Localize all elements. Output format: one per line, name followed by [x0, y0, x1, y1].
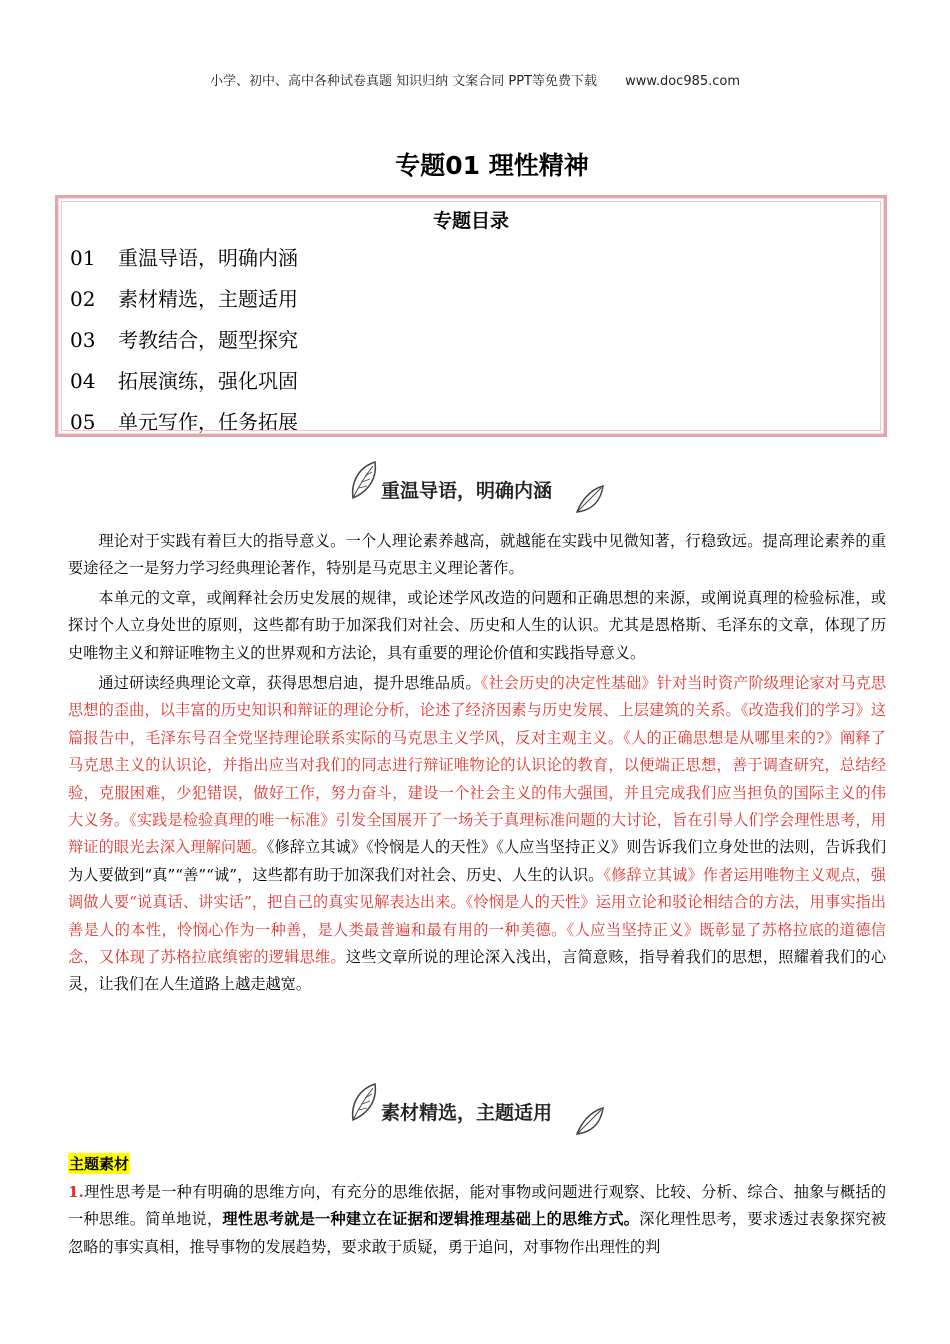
item-number: 1. — [68, 1183, 84, 1201]
toc-item-number: 02 — [70, 287, 96, 311]
leaf-icon — [573, 480, 607, 516]
toc-box — [55, 195, 887, 437]
toc-item-number: 01 — [70, 246, 96, 270]
paragraph-text: 这些文章所说的理论深入浅出，言简意赅，指导着我们的思想，照耀着我们的心灵，让我们在人生道路上越走越宽。 — [68, 948, 887, 994]
leaf-icon — [345, 458, 385, 502]
highlight-text: 《社会历史的决定性基础》针对当时资产阶级理论家对马克思思想的歪曲，以丰富的历史知识和辩证的理论分析，论述了经济因素与历史发展、上层建筑的关系。《改造我们的学习》这篇报告中，毛泽东号召全党坚持理论联系实际的马克思主义学风，反对主观主义。《人的正确思想是从哪里来的?》阐释了马克思主义的认识论，并指出应当对我们的同志进行辩证唯物论的认识论的教育，以便端正思想，善于调查研究，总结经验，克服困难，少犯错误，做好工作，努力奋斗，建设一个社会主义的伟大强国，并且完成我们应当担负的国际主义的伟大义务。《实践是检验真理的唯一标准》引发全国展开了一场关于真理标准问题的大讨论，旨在引导人们学会理性思考，用辩证的眼光去深入理解问题。 — [68, 674, 887, 857]
toc-item-number: 05 — [70, 410, 96, 434]
paragraph-text: 深化理性思考，要求透过表象探究被忽略的事实真相，推导事物的发展趋势，要求敢于质疑，勇于追问，对事物作出理性的判 — [68, 1210, 887, 1256]
toc-item-number: 04 — [70, 369, 96, 393]
paragraph: 本单元的文章，或阐释社会历史发展的规律，或论述学风改造的问题和正确思想的来源，或阐说真理的检验标准，或探讨个人立身处世的原则，这些都有助于加深我们对社会、历史和人生的认识。尤其是恩格斯、毛泽东的文章，体现了历史唯物主义和辩证唯物主义的世界观和方法论，具有重要的理论价值和实践指导意义。 — [68, 589, 886, 662]
paragraph-text: 理性思考是一种有明确的思维方向，有充分的思维依据，能对事物或问题进行观察、比较、分析、综合、抽象与概括的一种思维。简单地说， — [68, 1183, 886, 1229]
toc-item-label: 考教结合，题型探究 — [118, 328, 298, 352]
topic-material-label: 主题素材 — [69, 1155, 130, 1173]
paragraph — [68, 670, 886, 999]
page-title: 专题01 理性精神 — [395, 151, 589, 180]
toc-item — [70, 324, 298, 353]
section-banner-1 — [345, 458, 607, 516]
toc-item — [70, 283, 298, 312]
bold-text: 理性思考就是一种建立在证据和逻辑推理基础上的思维方式。 — [222, 1210, 640, 1229]
header-site: www.doc985.com — [625, 74, 741, 89]
toc-item-number: 03 — [70, 328, 96, 352]
toc-item — [70, 242, 298, 271]
toc-item-label: 素材精选，主题适用 — [118, 287, 298, 311]
highlight-text: 《修辞立其诚》作者运用唯物主义观点，强调做人要“说真话、讲实话”，把自己的真实见解表达出来。《怜悯是人的天性》运用立论和驳论相结合的方法，用事实指出善是人的本性，怜悯心作为一种善，是人类最普遍和最有用的一种美德。《人应当坚持正义》既彰显了苏格拉底的道德信念，又体现了苏格拉底缜密的逻辑思维。 — [68, 865, 886, 967]
paragraph-text: 通过研读经典理论文章，获得思想启迪，提升思维品质。 — [98, 674, 481, 692]
toc-item-label: 重温导语，明确内涵 — [118, 246, 298, 270]
section-banner-title: 素材精选，主题适用 — [381, 1102, 553, 1124]
header-text: 小学、初中、高中各种试卷真题 知识归纳 文案合同 PPT等免费下载 — [209, 74, 597, 89]
paragraph — [68, 1179, 886, 1261]
toc-item — [70, 365, 298, 394]
section-banner-title: 重温导语，明确内涵 — [381, 480, 553, 502]
leaf-icon — [345, 1080, 385, 1124]
leaf-icon — [573, 1102, 607, 1138]
toc-item — [70, 406, 298, 435]
section-banner-2 — [345, 1080, 607, 1138]
toc-title: 专题目录 — [432, 210, 509, 232]
paragraph: 理论对于实践有着巨大的指导意义。一个人理论素养越高，就越能在实践中见微知著，行稳致远。提高理论素养的重要途径之一是努力学习经典理论著作，特别是马克思主义理论著作。 — [68, 532, 886, 578]
paragraph-text: 《修辞立其诚》《怜悯是人的天性》《人应当坚持正义》则告诉我们立身处世的法则，告诉我们为人要做到“真”“善”“诚”，这些都有助于加深我们对社会、历史、人生的认识。 — [68, 838, 887, 884]
page-header — [0, 70, 950, 89]
toc-item-label: 拓展演练，强化巩固 — [118, 369, 298, 393]
toc-item-label: 单元写作，任务拓展 — [118, 410, 298, 434]
